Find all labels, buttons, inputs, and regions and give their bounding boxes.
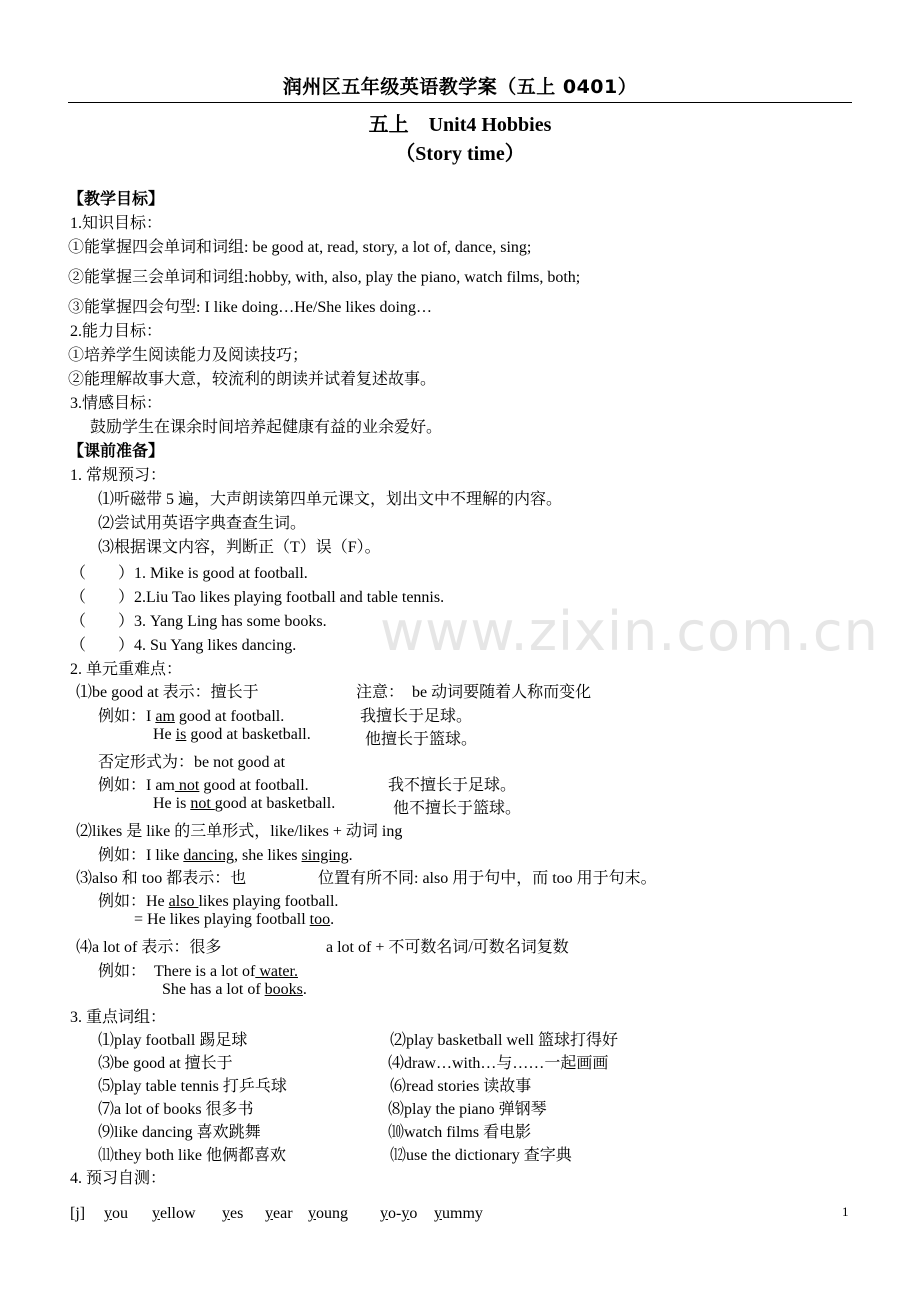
routine-preview-3: ⑶根据课文内容，判断正（T）误（F）。 — [98, 539, 381, 556]
be-good-at-head: ⑴be good at 表示：擅长于 — [76, 684, 259, 701]
phonics-word: yellow — [152, 1205, 196, 1222]
knowledge-goal-3: ③能掌握四会句型: I like doing…He/She likes doing… — [68, 299, 432, 316]
example-sentence: 例如：I am not good at football. — [98, 777, 309, 794]
phrase-item: ⑶be good at 擅长于 — [98, 1055, 233, 1072]
tf-answer-blank[interactable]: （ ） — [70, 565, 135, 582]
emotion-goal-1: 鼓励学生在课余时间培养起健康有益的业余爱好。 — [90, 419, 443, 436]
tf-statement: 1. Mike is good at football. — [134, 565, 308, 582]
phrase-item: ⑵play basketball well 篮球打得好 — [390, 1032, 618, 1049]
tf-statement: 3. Yang Ling has some books. — [134, 613, 327, 630]
be-good-at-note: 注意： be 动词要随着人称而变化 — [356, 684, 592, 701]
example-translation: 他擅长于篮球。 — [365, 731, 478, 748]
example-sentence: 例如： There is a lot of water. — [98, 963, 298, 980]
key-phrases-title: 3. 重点词组： — [70, 1009, 167, 1026]
example-translation: 我擅长于足球。 — [360, 708, 473, 725]
tf-statement: 4. Su Yang likes dancing. — [134, 637, 297, 654]
watermark: www.zixin.com.cn — [380, 600, 879, 663]
negative-form: 否定形式为：be not good at — [98, 754, 286, 771]
phonics-word: you — [104, 1205, 128, 1222]
routine-preview-2: ⑵尝试用英语字典查查生词。 — [98, 515, 307, 532]
phrase-item: ⑸play table tennis 打乒乓球 — [98, 1078, 287, 1095]
routine-preview-1: ⑴听磁带 5 遍，大声朗读第四单元课文，划出文中不理解的内容。 — [98, 491, 563, 508]
tf-item — [70, 632, 296, 655]
example-sentence: He is good at basketball. — [153, 726, 311, 743]
example-translation: 他不擅长于篮球。 — [393, 800, 522, 817]
also-too-note: 位置有所不同: also 用于句中，而 too 用于句末。 — [318, 870, 657, 887]
knowledge-goal-1: ①能掌握四会单词和词组: be good at, read, story, a lot of, dance, sing; — [68, 239, 532, 256]
tf-answer-blank[interactable]: （ ） — [70, 637, 135, 654]
also-too-head: ⑶also 和 too 都表示：也 — [76, 870, 247, 887]
phrase-item: ⑿use the dictionary 查字典 — [390, 1147, 572, 1164]
phrase-item: ⑼like dancing 喜欢跳舞 — [98, 1124, 261, 1141]
phrase-item: ⑾they both like 他俩都喜欢 — [98, 1147, 286, 1164]
header-title: 润州区五年级英语教学案（五上 0401） — [282, 76, 638, 98]
tf-answer-blank[interactable]: （ ） — [70, 613, 135, 630]
example-sentence: She has a lot of books. — [162, 981, 307, 998]
example-sentence: 例如：I like dancing, she likes singing. — [98, 847, 353, 864]
self-test-title: 4. 预习自测： — [70, 1170, 167, 1187]
goals-heading: 【教学目标】 — [68, 189, 165, 208]
phrase-item: ⑻play the piano 弹钢琴 — [388, 1101, 547, 1118]
ability-goal-title: 2.能力目标： — [70, 323, 163, 340]
tf-item — [70, 608, 327, 631]
phonics-word: yes — [222, 1205, 244, 1222]
phrase-item: ⑷draw…with…与……一起画画 — [388, 1055, 609, 1072]
tf-item — [70, 560, 308, 583]
knowledge-goal-title: 1.知识目标： — [70, 215, 163, 232]
tf-answer-blank[interactable]: （ ） — [70, 589, 135, 606]
unit-subtitle: （Story time） — [395, 143, 525, 165]
knowledge-goal-2: ②能掌握三会单词和词组:hobby, with, also, play the piano, watch films, both; — [68, 269, 581, 286]
phrase-item: ⑺a lot of books 很多书 — [98, 1101, 254, 1118]
a-lot-of-note: a lot of + 不可数名词/可数名词复数 — [326, 939, 569, 956]
likes-head: ⑵likes 是 like 的三单形式，like/likes + 动词 ing — [76, 823, 403, 840]
page-number: 1 — [842, 1204, 849, 1219]
example-sentence: = He likes playing football too. — [134, 911, 335, 928]
phonics-word: yummy — [434, 1205, 483, 1222]
header-rule — [68, 102, 852, 103]
phonics-label: [j] — [70, 1205, 86, 1222]
phrase-item: ⑴play football 踢足球 — [98, 1032, 248, 1049]
ability-goal-1: ①培养学生阅读能力及阅读技巧； — [68, 347, 309, 364]
example-sentence: He is not good at basketball. — [153, 795, 336, 812]
tf-statement: 2.Liu Tao likes playing football and table tennis. — [134, 589, 445, 606]
phrase-item: ⑹read stories 读故事 — [390, 1078, 532, 1095]
phonics-word: year — [265, 1205, 293, 1222]
key-points-title: 2. 单元重难点： — [70, 661, 183, 678]
example-translation: 我不擅长于足球。 — [388, 777, 517, 794]
phonics-word: young — [308, 1205, 348, 1222]
phonics-word: yo-yo — [380, 1205, 418, 1222]
a-lot-of-head: ⑷a lot of 表示：很多 — [76, 939, 222, 956]
phrase-item: ⑽watch films 看电影 — [388, 1124, 532, 1141]
routine-preview-title: 1. 常规预习： — [70, 467, 167, 484]
tf-item — [70, 584, 444, 607]
unit-title: 五上 Unit4 Hobbies — [368, 114, 552, 136]
example-sentence: 例如：I am good at football. — [98, 708, 285, 725]
ability-goal-2: ②能理解故事大意，较流利的朗读并试着复述故事。 — [68, 371, 437, 388]
prep-heading: 【课前准备】 — [68, 441, 165, 460]
example-sentence: 例如：He also likes playing football. — [98, 893, 339, 910]
emotion-goal-title: 3.情感目标： — [70, 395, 163, 412]
